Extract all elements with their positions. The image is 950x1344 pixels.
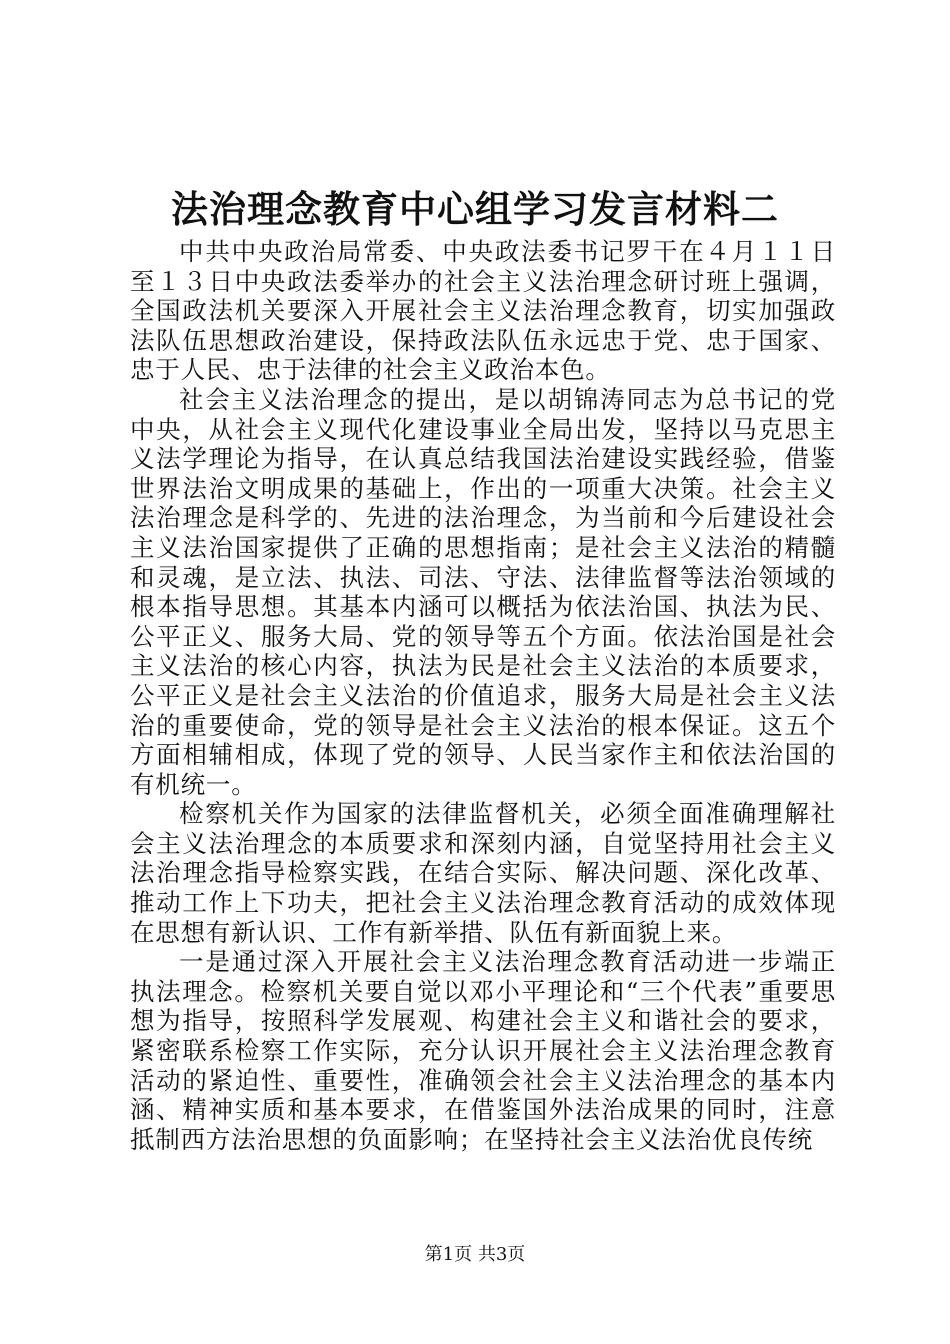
paragraph-2: 社会主义法治理念的提出，是以胡锦涛同志为总书记的党中央，从社会主义现代化建设事业全局出发，坚持以马克思主义法学理论为指导，在认真总结我国法治建设实践经验，借鉴世界法治文明成果的基础上，作出的一项重大决策。社会主义法治理念是科学的、先进的法治理念，为当前和今后建设社会主义法治国家提供了正确的思想指南；是社会主义法治的精髓和灵魂，是立法、执法、司法、守法、法律监督等法治领域的根本指导思想。其基本内涵可以概括为依法治国、执法为民、公平正义、服务大局、党的领导等五个方面。依法治国是社会主义法治的核心内容，执法为民是社会主义法治的本质要求，公平正义是社会主义法治的价值追求，服务大局是社会主义法治的重要使命，党的领导是社会主义法治的根本保证。这五个方面相辅相成，体现了党的领导、人民当家作主和依法治国的有机统一。 [130,384,836,799]
document-body [130,237,836,1154]
paragraph-3: 检察机关作为国家的法律监督机关，必须全面准确理解社会主义法治理念的本质要求和深刻内涵，自觉坚持用社会主义法治理念指导检察实践，在结合实际、解决问题、深化改革、推动工作上下功夫，把社会主义法治理念教育活动的成效体现在思想有新认识、工作有新举措、队伍有新面貌上来。 [130,799,836,947]
page-number-footer: 第1页 共3页 [424,1244,526,1265]
paragraph-1: 中共中央政治局常委、中央政法委书记罗干在４月１１日至１３日中央政法委举办的社会主义法治理念研讨班上强调，全国政法机关要深入开展社会主义法治理念教育，切实加强政法队伍思想政治建设，保持政法队伍永远忠于党、忠于国家、忠于人民、忠于法律的社会主义政治本色。 [130,237,836,385]
document-title: 法治理念教育中心组学习发言材料二 [171,187,779,231]
paragraph-4: 一是通过深入开展社会主义法治理念教育活动进一步端正执法理念。检察机关要自觉以邓小平理论和“三个代表”重要思想为指导，按照科学发展观、构建社会主义和谐社会的要求，紧密联系检察工作实际，充分认识开展社会主义法治理念教育活动的紧迫性、重要性，准确领会社会主义法治理念的基本内涵、精神实质和基本要求，在借鉴国外法治成果的同时，注意抵制西方法治思想的负面影响；在坚持社会主义法治优良传统 [130,947,836,1154]
